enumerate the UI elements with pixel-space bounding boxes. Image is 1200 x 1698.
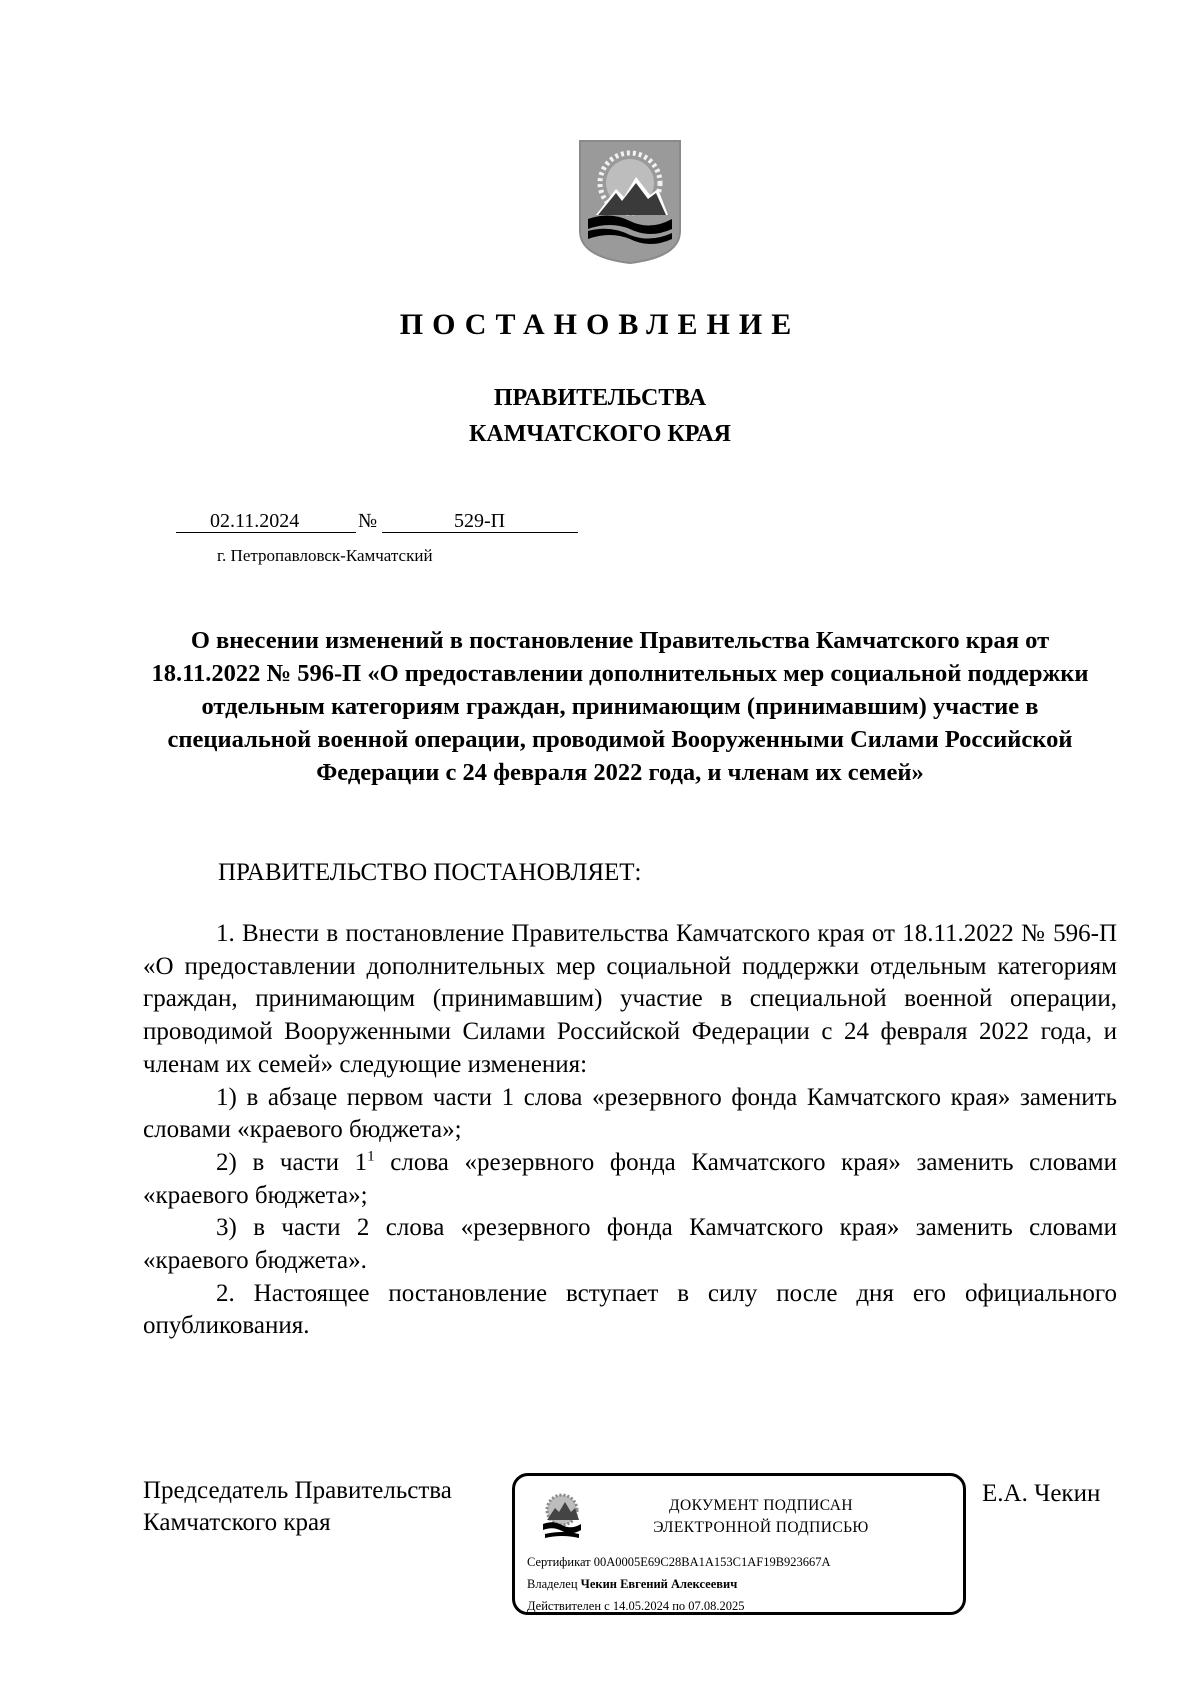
validity-from: 14.05.2024 xyxy=(612,1599,670,1613)
body-paragraph-2: 1) в абзаце первом части 1 слова «резервного фонда Камчатского края» заменить словами «краевого бюджета»; xyxy=(143,1083,1117,1144)
signatory-position-line-2: Камчатского края xyxy=(143,1509,331,1536)
preamble: ПРАВИТЕЛЬСТВО ПОСТАНОВЛЯЕТ: xyxy=(218,859,642,886)
document-date: 02.11.2024 xyxy=(210,510,300,532)
authority-line-2: КАМЧАТСКОГО КРАЯ xyxy=(468,421,732,447)
body-paragraph-3-end: слова «резервного фонда Камчатского края» заменить словами «краевого бюджета»; xyxy=(143,1148,1117,1209)
stamp-owner xyxy=(527,1576,737,1592)
validity-from-label: с xyxy=(604,1599,610,1613)
validity-label: Действителен xyxy=(527,1599,602,1613)
stamp-validity xyxy=(527,1598,745,1614)
stamp-emblem-icon xyxy=(539,1490,585,1542)
body-paragraph-3-start: 2) в части 1 xyxy=(216,1148,368,1176)
electronic-signature-stamp xyxy=(512,1473,966,1615)
coat-of-arms-icon xyxy=(578,139,682,265)
validity-to: 07.08.2025 xyxy=(688,1599,745,1613)
document-number: 529-П xyxy=(454,510,506,532)
body-paragraph-5: 2. Настоящее постановление вступает в силу после дня его официального опубликования. xyxy=(143,1279,1117,1340)
signatory-name: Е.А. Чекин xyxy=(982,1480,1101,1507)
signatory-position xyxy=(143,1475,452,1539)
certificate-value: 00A0005E69C28BA1A153C1AF19B923667A xyxy=(593,1555,831,1569)
document-heading: ПОСТАНОВЛЕНИЕ xyxy=(399,308,801,341)
body-paragraph-3 xyxy=(143,1147,1117,1212)
document-body xyxy=(143,918,1117,1343)
date-number-line xyxy=(176,509,578,533)
certificate-label: Сертификат xyxy=(527,1555,591,1569)
place-of-issue: г. Петропавловск-Камчатский xyxy=(217,546,433,565)
number-label: № xyxy=(358,510,378,532)
superscript: 1 xyxy=(367,1148,375,1165)
stamp-heading-line-2: ЭЛЕКТРОННОЙ ПОДПИСЬЮ xyxy=(653,1519,869,1536)
stamp-heading-line-1: ДОКУМЕНТ ПОДПИСАН xyxy=(669,1497,853,1514)
authority-line-1: ПРАВИТЕЛЬСТВА xyxy=(493,385,707,411)
signatory-position-line-1: Председатель Правительства xyxy=(143,1477,452,1504)
owner-label: Владелец xyxy=(527,1577,578,1591)
owner-value: Чекин Евгений Алексеевич xyxy=(580,1577,738,1591)
stamp-certificate xyxy=(527,1554,831,1570)
document-title: О внесении изменений в постановление Правительства Камчатского края от 18.11.2022 № 596-П «О предоставлении дополнительных мер социальной поддержки отдельным категориям граждан, принимающим (принимавшим) участие в специальной военной операции, проводимой Вооруженными Силами Российской Федерации с 24 февраля 2022 года, и членам их семей» xyxy=(151,627,1089,786)
body-paragraph-1: 1. Внести в постановление Правительства Камчатского края от 18.11.2022 № 596-П «О предоставлении дополнительных мер социальной поддержки отдельным категориям граждан, принимающим (принимавшим) участие в специальной военной операции, проводимой Вооруженными Силами Российской Федерации с 24 февраля 2022 года, и членам их семей» следующие изменения: xyxy=(143,920,1117,1078)
validity-to-label: по xyxy=(672,1599,686,1613)
body-paragraph-4: 3) в части 2 слова «резервного фонда Камчатского края» заменить словами «краевого бюджета». xyxy=(143,1214,1117,1275)
